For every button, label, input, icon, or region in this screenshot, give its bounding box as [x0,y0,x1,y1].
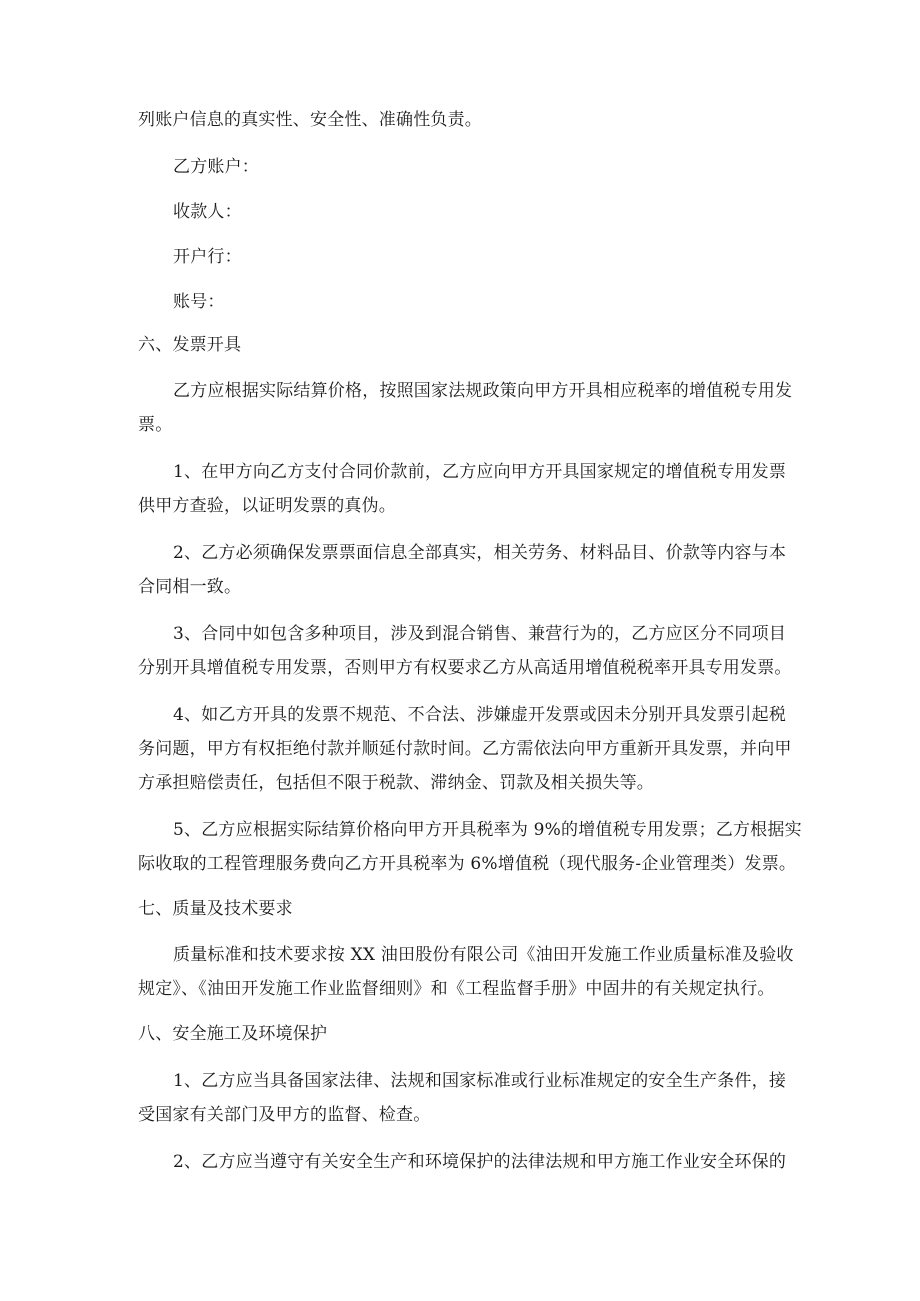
paragraph-line: 方承担赔偿责任，包括但不限于税款、滞纳金、罚款及相关损失等。 [138,773,654,793]
section-heading: 八、安全施工及环境保护 [138,1024,328,1044]
paragraph-line: 4、如乙方开具的发票不规范、不合法、涉嫌虚开发票或因未分别开具发票引起税 [173,705,787,725]
paragraph-line: 规定》、《油田开发施工作业监督细则》和《工程监督手册》中固井的有关规定执行。 [138,979,775,999]
account-label: 乙方账户： [173,157,259,177]
bank-label: 开户行： [173,247,242,267]
paragraph-line: 票。 [138,415,173,435]
paragraph-line: 1、乙方应当具备国家法律、法规和国家标准或行业标准规定的安全生产条件，接 [173,1071,787,1091]
paragraph-line: 3、合同中如包含多种项目，涉及到混合销售、兼营行为的，乙方应区分不同项目 [173,624,787,644]
paragraph-line: 际收取的工程管理服务费向乙方开具税率为 6%增值税（现代服务-企业管理类）发票。 [138,854,797,874]
paragraph-line: 5、乙方应根据实际结算价格向甲方开具税率为 9%的增值税专用发票；乙方根据实 [173,820,802,840]
paragraph-line: 1、在甲方向乙方支付合同价款前，乙方应向甲方开具国家规定的增值税专用发票 [173,462,787,482]
section-heading: 七、质量及技术要求 [138,899,293,919]
account-number-label: 账号： [173,292,225,312]
section-heading: 六、发票开具 [138,335,242,355]
paragraph-line: 列账户信息的真实性、安全性、准确性负责。 [138,110,482,130]
paragraph-line: 分别开具增值税专用发票，否则甲方有权要求乙方从高适用增值税税率开具专用发票。 [138,658,792,678]
paragraph-line: 2、乙方应当遵守有关安全生产和环境保护的法律法规和甲方施工作业安全环保的 [173,1152,787,1172]
paragraph-line: 2、乙方必须确保发票票面信息全部真实，相关劳务、材料品目、价款等内容与本 [173,543,787,563]
paragraph-line: 受国家有关部门及甲方的监督、检查。 [138,1105,431,1125]
paragraph-line: 合同相一致。 [138,577,242,597]
paragraph-line: 乙方应根据实际结算价格，按照国家法规政策向甲方开具相应税率的增值税专用发 [173,381,793,401]
paragraph-line: 质量标准和技术要求按 XX 油田股份有限公司《油田开发施工作业质量标准及验收 [173,945,794,965]
paragraph-line: 供甲方查验，以证明发票的真伪。 [138,496,396,516]
paragraph-line: 务问题，甲方有权拒绝付款并顺延付款时间。乙方需依法向甲方重新开具发票，并向甲 [138,739,792,759]
payee-label: 收款人： [173,202,242,222]
